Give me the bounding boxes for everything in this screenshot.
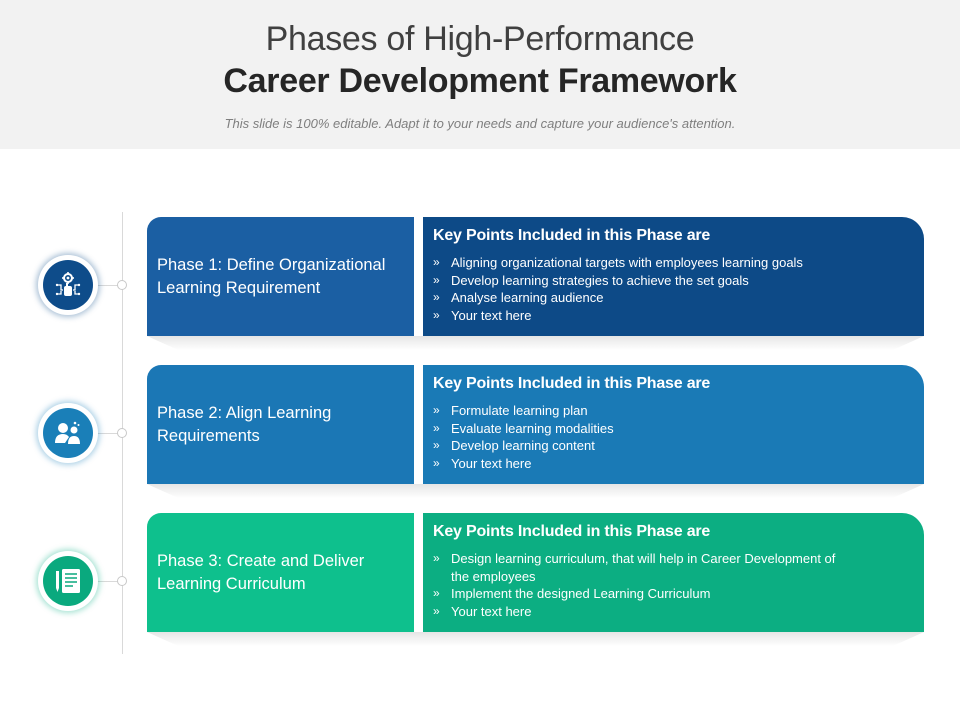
timeline-node-3 xyxy=(117,576,127,586)
phase-2-shadow xyxy=(147,484,924,498)
team-user-icon xyxy=(43,408,93,458)
list-item: » Analyse learning audience xyxy=(433,289,853,307)
phase-3-shadow xyxy=(147,632,924,646)
phase-1-points-title: Key Points Included in this Phase are xyxy=(433,227,711,244)
phase-1-points-box xyxy=(423,217,924,336)
list-item: » Develop learning strategies to achieve the set goals xyxy=(433,272,853,290)
list-item: » Your text here xyxy=(433,307,853,325)
list-item: » Design learning curriculum, that will help in Career Development of the employees xyxy=(433,550,853,585)
phase-2-label: Phase 2: Align Learning Requirements xyxy=(157,403,332,445)
phase-2-points-list xyxy=(433,402,914,472)
list-item: » Formulate learning plan xyxy=(433,402,853,420)
phase-2-icon-badge xyxy=(38,403,98,463)
document-pencil-icon xyxy=(43,556,93,606)
title-line-2: Career Development Framework xyxy=(223,62,737,100)
title-line-1: Phases of High-Performance xyxy=(265,20,695,58)
gear-hand-icon xyxy=(43,260,93,310)
list-item: » Your text here xyxy=(433,455,853,473)
phase-1-points-list xyxy=(433,254,914,324)
phase-2-points-title: Key Points Included in this Phase are xyxy=(433,375,711,392)
phase-1-shadow xyxy=(147,336,924,350)
list-item: » Evaluate learning modalities xyxy=(433,420,853,438)
phase-3-points-list xyxy=(433,550,914,620)
phase-3-points-box xyxy=(423,513,924,632)
list-item: » Develop learning content xyxy=(433,437,853,455)
list-item: » Implement the designed Learning Curriculum xyxy=(433,585,853,603)
timeline-node-2 xyxy=(117,428,127,438)
phase-3-box xyxy=(147,513,414,632)
phase-3-label: Phase 3: Create and Deliver Learning Curriculum xyxy=(157,551,365,593)
phase-1-icon-badge xyxy=(38,255,98,315)
phase-2-points-box xyxy=(423,365,924,484)
list-item: » Your text here xyxy=(433,603,853,621)
subtitle: This slide is 100% editable. Adapt it to your needs and capture your audience's attention. xyxy=(224,116,736,131)
header-banner xyxy=(0,0,960,149)
phase-3-icon-badge xyxy=(38,551,98,611)
phase-1-label: Phase 1: Define Organizational Learning Requirement xyxy=(157,255,386,297)
list-item: » Aligning organizational targets with employees learning goals xyxy=(433,254,853,272)
phase-2-box xyxy=(147,365,414,484)
timeline-node-1 xyxy=(117,280,127,290)
phase-1-box xyxy=(147,217,414,336)
phase-3-points-title: Key Points Included in this Phase are xyxy=(433,523,711,540)
